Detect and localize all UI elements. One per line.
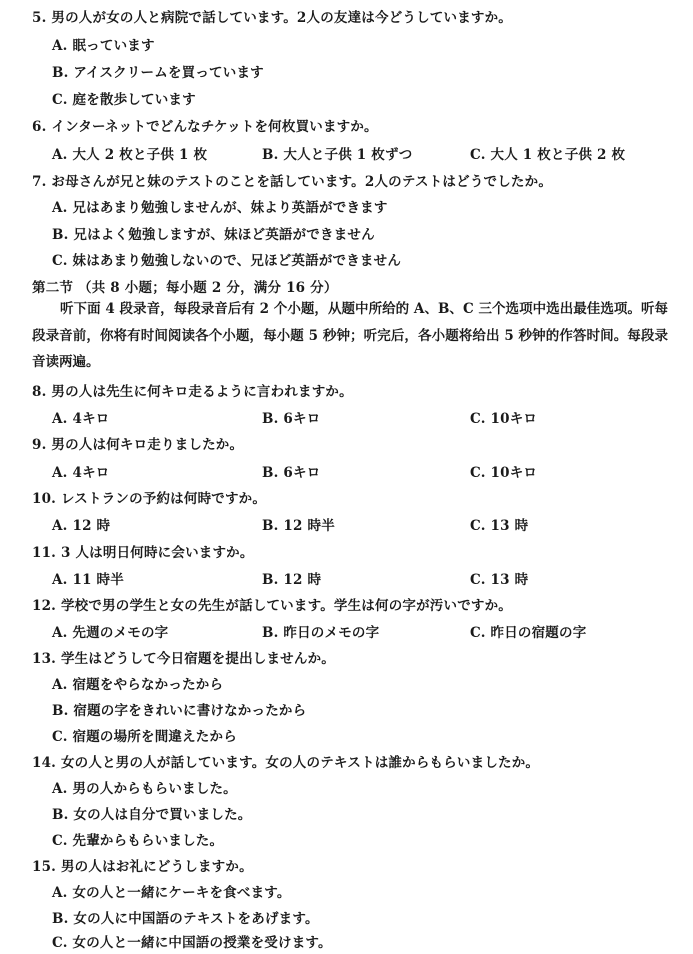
option-9b: B. 6キロ <box>262 465 321 481</box>
option-10c: C. 13 時 <box>470 518 529 534</box>
option-11b: B. 12 時 <box>262 572 322 588</box>
option-14a: A. 男の人からもらいました。 <box>52 781 237 797</box>
question-6: 6. インターネットでどんなチケットを何枚買いますか。 <box>32 119 378 135</box>
option-13c: C. 宿題の場所を間違えたから <box>52 729 237 745</box>
option-14c: C. 先輩からもらいました。 <box>52 833 224 849</box>
option-12b: B. 昨日のメモの字 <box>262 625 380 641</box>
question-12: 12. 学校で男の学生と女の先生が話しています。学生は何の字が汚いですか。 <box>32 598 513 614</box>
option-13a: A. 宿題をやらなかったから <box>52 677 224 693</box>
option-10b: B. 12 時半 <box>262 518 335 534</box>
question-14: 14. 女の人と男の人が話しています。女の人のテキストは誰からもらいましたか。 <box>32 755 540 771</box>
option-7c: C. 妹はあまり勉強しないので、兄ほど英語ができません <box>52 253 402 269</box>
option-13b: B. 宿題の字をきれいに書けなかったから <box>52 703 307 719</box>
option-7a: A. 兄はあまり勉強しませんが、妹より英語ができます <box>52 200 388 216</box>
question-8: 8. 男の人は先生に何キロ走るように言われますか。 <box>32 384 353 400</box>
option-6c: C. 大人 1 枚と子供 2 枚 <box>470 147 626 163</box>
option-11a: A. 11 時半 <box>52 572 124 588</box>
option-7b: B. 兄はよく勉強しますが、妹ほど英語ができません <box>52 227 375 243</box>
option-10a: A. 12 時 <box>52 518 111 534</box>
section-instructions: 听下面 4 段录音，每段录音后有 2 个小题，从题中所给的 A、B、C 三个选项中选出最佳选项。听每段录音前，你将有时间阅读各个小题，每小题 5 秒钟；听完后，各小题将给出 5 秒钟的作答时间。每段录音读两遍。 <box>32 301 668 370</box>
option-15c: C. 女の人と一緒に中国語の授業を受けます。 <box>52 935 332 951</box>
question-11: 11. 3 人は明日何時に会いますか。 <box>32 545 254 561</box>
option-9c: C. 10キロ <box>470 465 538 481</box>
option-15b: B. 女の人に中国語のテキストをあげます。 <box>52 911 319 927</box>
question-13: 13. 学生はどうして今日宿題を提出しませんか。 <box>32 651 335 667</box>
question-9: 9. 男の人は何キロ走りましたか。 <box>32 437 244 453</box>
option-8a: A. 4キロ <box>52 411 110 427</box>
option-5a: A. 眠っています <box>52 38 155 54</box>
option-8b: B. 6キロ <box>262 411 321 427</box>
question-10: 10. レストランの予約は何時ですか。 <box>32 491 267 507</box>
option-6b: B. 大人と子供 1 枚ずつ <box>262 147 413 163</box>
option-14b: B. 女の人は自分で買いました。 <box>52 807 252 823</box>
question-5: 5. 男の人が女の人と病院で話しています。2人の友達は今どうしていますか。 <box>32 10 513 26</box>
option-11c: C. 13 時 <box>470 572 529 588</box>
option-9a: A. 4キロ <box>52 465 110 481</box>
section-title: 第二节 （共 8 小题；每小题 2 分，满分 16 分） <box>32 280 338 296</box>
option-5c: C. 庭を散歩しています <box>52 92 196 108</box>
option-15a: A. 女の人と一緒にケーキを食べます。 <box>52 885 291 901</box>
option-12c: C. 昨日の宿題の字 <box>470 625 587 641</box>
question-15: 15. 男の人はお礼にどうしますか。 <box>32 859 253 875</box>
option-8c: C. 10キロ <box>470 411 538 427</box>
question-7: 7. お母さんが兄と妹のテストのことを話しています。2人のテストはどうでしたか。 <box>32 174 553 190</box>
option-5b: B. アイスクリームを買っています <box>52 65 264 81</box>
option-12a: A. 先週のメモの字 <box>52 625 169 641</box>
option-6a: A. 大人 2 枚と子供 1 枚 <box>52 147 208 163</box>
